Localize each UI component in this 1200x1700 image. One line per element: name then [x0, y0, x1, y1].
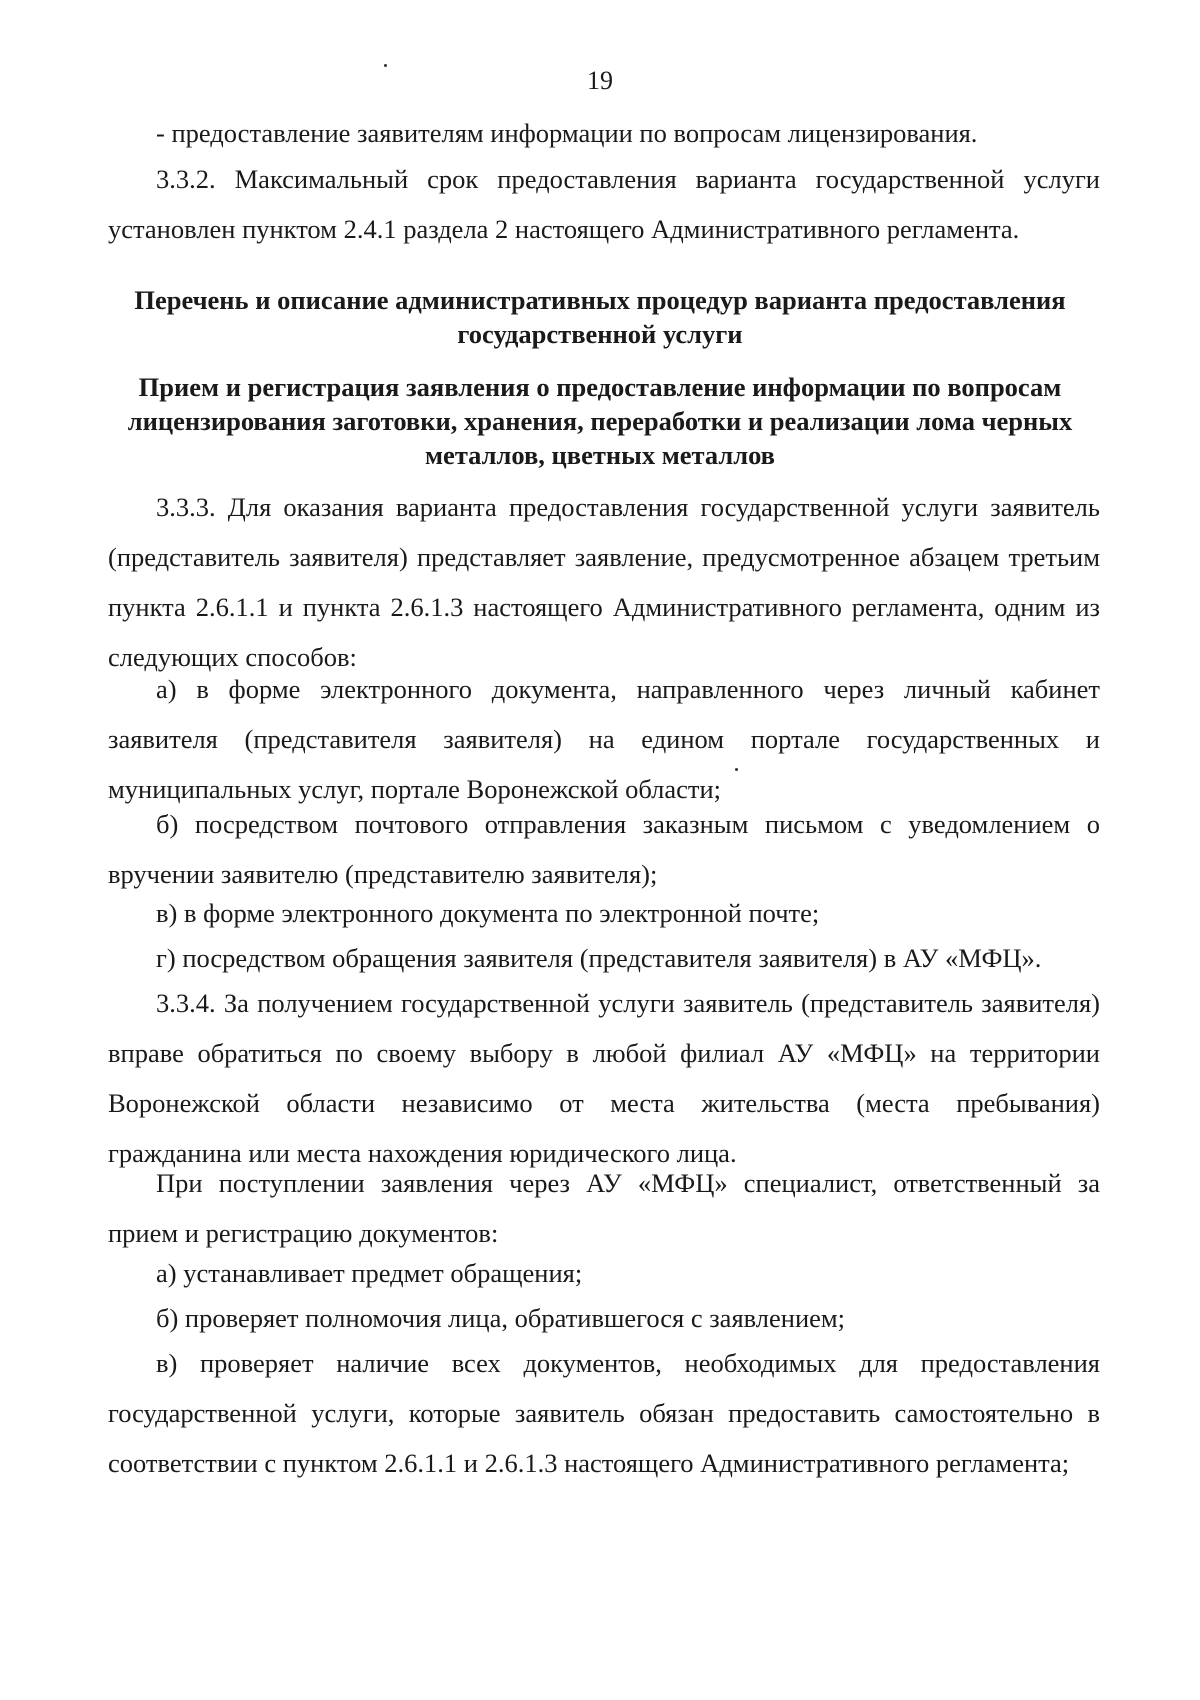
section-heading-reception: Прием и регистрация заявления о предоставление информации по вопросам лицензирования заготовки, хранения, переработки и реализации лома черных металлов, цветных металлов [127, 372, 1073, 470]
list-item-v-documents: в) проверяет наличие всех документов, необходимых для предоставления государственной услуги, которые заявитель обязан предоставить самостоятельно в соответствии с пунктом 2.6.1.1 и 2.6.1.3 настоящего Административного регламента; [108, 1348, 1100, 1478]
paragraph-licensing-info: - предоставление заявителям информации по вопросам лицензирования. [156, 118, 978, 148]
list-item-v-email: в) в форме электронного документа по электронной почте; [156, 898, 820, 928]
list-item-a-electronic: а) в форме электронного документа, направленного через личный кабинет заявителя (представителя заявителя) на едином портале государственных и муниципальных услуг, портале Воронежской области; [108, 674, 1100, 804]
list-item-g-mfc: г) посредством обращения заявителя (представителя заявителя) в АУ «МФЦ». [156, 943, 1042, 973]
page-number: 19 [587, 66, 613, 95]
list-item-b-postal: б) посредством почтового отправления заказным письмом с уведомлением о вручении заявителю (представителю заявителя); [108, 809, 1100, 889]
section-heading-procedures: Перечень и описание административных процедур варианта предоставления государственной услуги [134, 285, 1066, 349]
paragraph-3-3-4: 3.3.4. За получением государственной услуги заявитель (представитель заявителя) вправе обратиться по своему выбору в любой филиал АУ «МФЦ» на территории Воронежской области независимо от места жительства (места пребывания) гражданина или места нахождения юридического лица. [108, 988, 1100, 1168]
paragraph-mfc-specialist: При поступлении заявления через АУ «МФЦ» специалист, ответственный за прием и регистрацию документов: [108, 1168, 1100, 1248]
list-item-a-subject: а) устанавливает предмет обращения; [156, 1258, 583, 1288]
paragraph-3-3-3: 3.3.3. Для оказания варианта предоставления государственной услуги заявитель (представитель заявителя) представляет заявление, предусмотренное абзацем третьим пункта 2.6.1.1 и пункта 2.6.1.3 настоящего Административного регламента, одним из следующих способов: [108, 492, 1100, 672]
paragraph-3-3-2: 3.3.2. Максимальный срок предоставления варианта государственной услуги установлен пунктом 2.4.1 раздела 2 настоящего Административного регламента. [108, 164, 1100, 244]
list-item-b-authority: б) проверяет полномочия лица, обратившегося с заявлением; [156, 1303, 846, 1333]
